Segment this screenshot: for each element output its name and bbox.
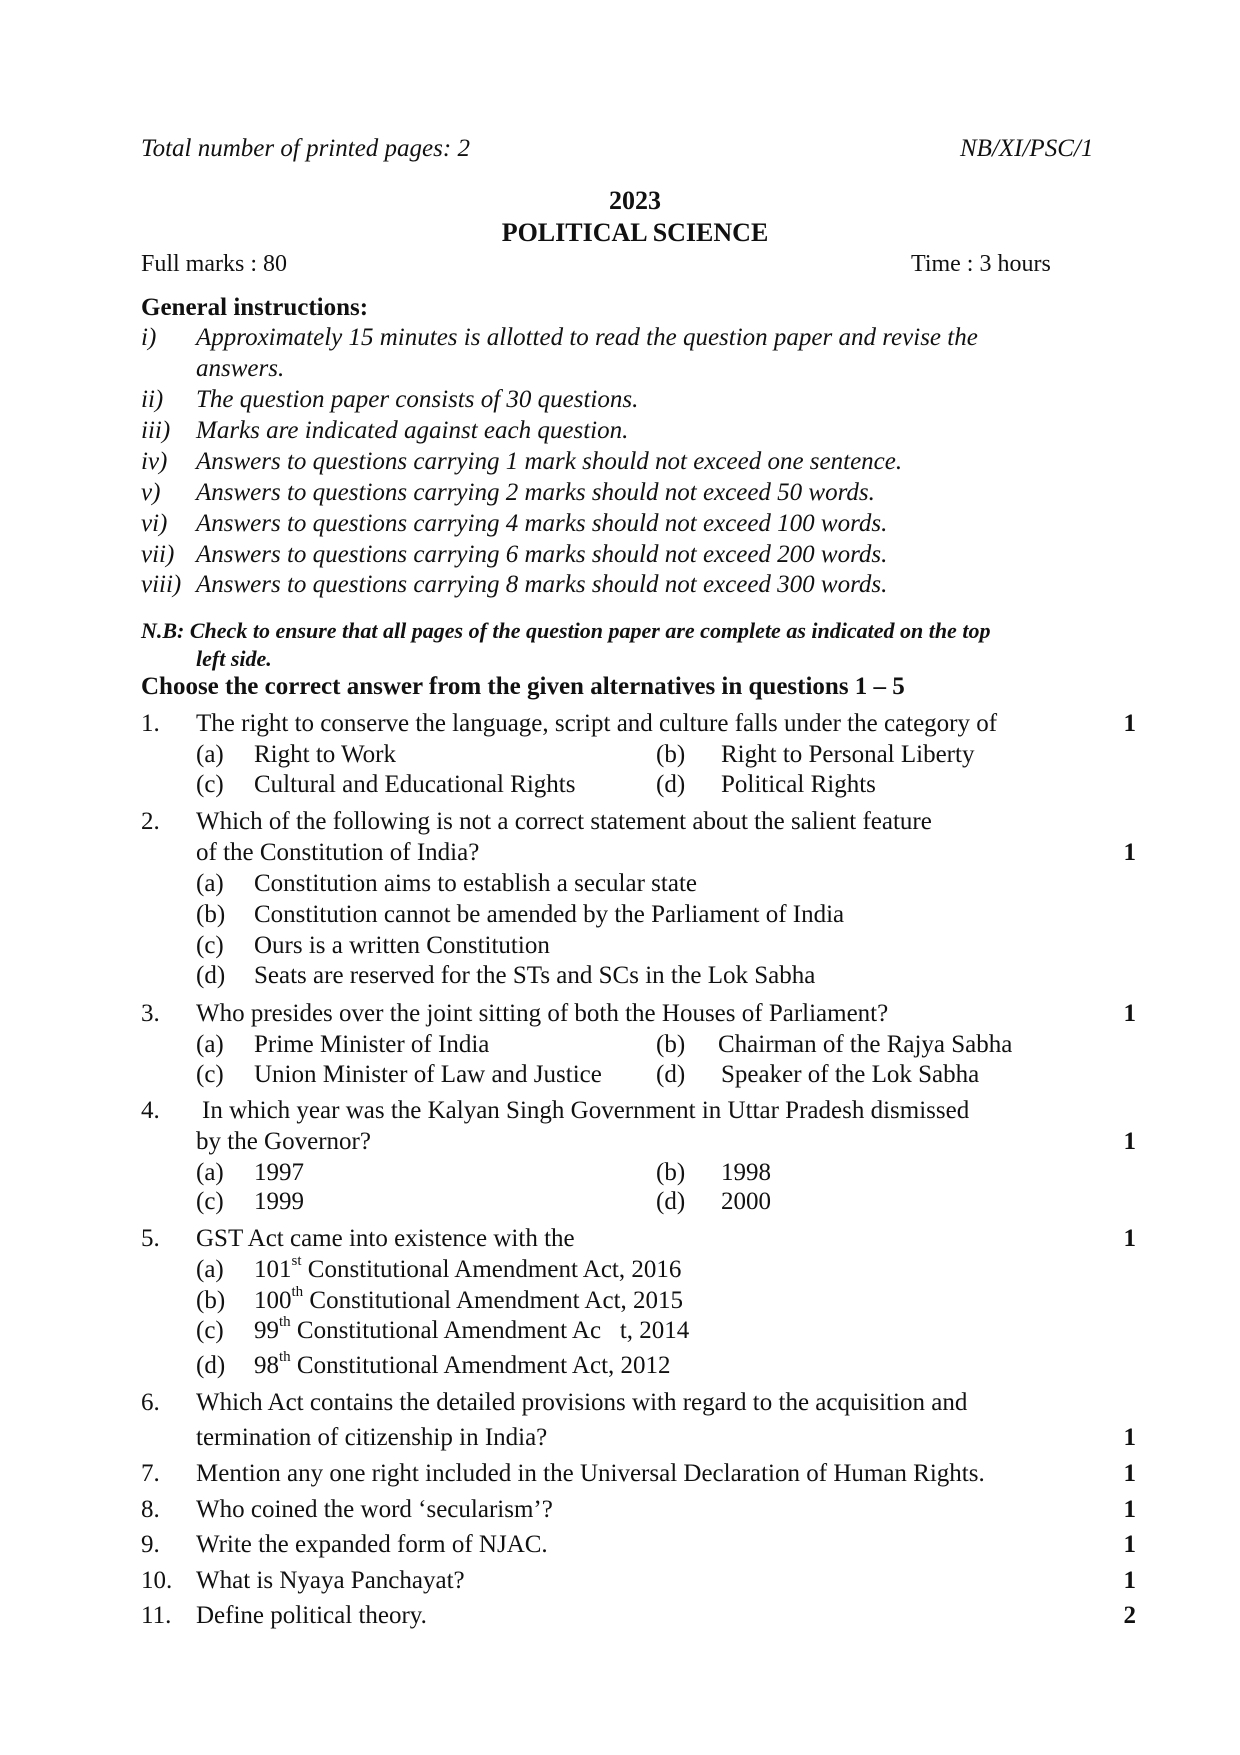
ordinal-suffix: st <box>291 1252 302 1269</box>
instruction-text: The question paper consists of 30 questions. <box>196 386 639 413</box>
question-text: Which of the following is not a correct statement about the salient feature <box>196 808 932 835</box>
instructions-heading: General instructions: <box>141 294 369 321</box>
option-label: (d) <box>196 1352 226 1379</box>
option-text <box>254 1313 690 1345</box>
ordinal-suffix: th <box>291 1283 304 1300</box>
option-text: Prime Minister of India <box>254 1031 490 1058</box>
question-text: In which year was the Kalyan Singh Government in Uttar Pradesh dismissed <box>202 1097 970 1124</box>
question-marks: 1 <box>1123 839 1136 866</box>
option-label: (c) <box>196 771 224 798</box>
question-number: 3. <box>141 1000 160 1027</box>
amendment-name: Constitutional Amendment Ac t, 2014 <box>290 1317 690 1344</box>
nb-note: N.B: Check to ensure that all pages of the question paper are complete as indicated on the top <box>141 618 991 643</box>
instruction-text: Marks are indicated against each question. <box>196 417 629 444</box>
option-text: Constitution aims to establish a secular state <box>254 870 697 897</box>
question-marks: 1 <box>1123 1225 1136 1252</box>
question-number: 2. <box>141 808 160 835</box>
option-label: (b) <box>196 901 226 928</box>
instruction-text: Answers to questions carrying 4 marks should not exceed 100 words. <box>196 510 888 537</box>
option-text: 2000 <box>721 1188 771 1215</box>
option-text: Seats are reserved for the STs and SCs in the Lok Sabha <box>254 962 816 989</box>
instruction-text: Answers to questions carrying 8 marks should not exceed 300 words. <box>196 571 888 598</box>
option-label: (d) <box>656 771 686 798</box>
question-text: Who coined the word ‘secularism’? <box>196 1496 553 1523</box>
option-label: (a) <box>196 1159 224 1186</box>
instruction-text: Answers to questions carrying 6 marks should not exceed 200 words. <box>196 541 888 568</box>
question-marks: 1 <box>1123 1424 1136 1451</box>
question-number: 8. <box>141 1496 160 1523</box>
option-label: (b) <box>656 1159 686 1186</box>
option-text <box>254 1348 671 1380</box>
option-label: (d) <box>196 962 226 989</box>
amendment-number: 98 <box>254 1352 279 1379</box>
ordinal-suffix: th <box>279 1348 291 1365</box>
question-number: 10. <box>141 1567 173 1594</box>
question-marks: 1 <box>1123 1128 1136 1155</box>
option-label: (c) <box>196 1317 224 1344</box>
question-text-continued: of the Constitution of India? <box>196 839 480 866</box>
instruction-text: Approximately 15 minutes is allotted to read the question paper and revise the <box>196 324 978 351</box>
option-label: (a) <box>196 1031 224 1058</box>
question-text: GST Act came into existence with the <box>196 1225 575 1252</box>
amendment-number: 100 <box>254 1287 292 1314</box>
question-number: 6. <box>141 1389 160 1416</box>
question-marks: 1 <box>1123 1496 1136 1523</box>
instruction-text: Answers to questions carrying 1 mark should not exceed one sentence. <box>196 448 903 475</box>
ordinal-suffix: th <box>279 1313 291 1330</box>
instruction-number: i) <box>141 324 157 351</box>
option-label: (b) <box>656 741 686 768</box>
instruction-number: vii) <box>141 541 175 568</box>
question-marks: 2 <box>1123 1602 1136 1629</box>
option-text: Right to Personal Liberty <box>721 741 975 768</box>
question-text: What is Nyaya Panchayat? <box>196 1567 465 1594</box>
amendment-number: 101 <box>254 1256 292 1283</box>
question-text: Which Act contains the detailed provisions with regard to the acquisition and <box>196 1389 968 1416</box>
instruction-text-continued: answers. <box>196 355 285 382</box>
instruction-number: vi) <box>141 510 168 537</box>
nb-note-continued: left side. <box>196 646 272 671</box>
option-text <box>254 1283 684 1315</box>
question-text: Mention any one right included in the Universal Declaration of Human Rights. <box>196 1460 985 1487</box>
question-number: 5. <box>141 1225 160 1252</box>
question-marks: 1 <box>1123 1567 1136 1594</box>
question-marks: 1 <box>1123 1531 1136 1558</box>
question-text: Write the expanded form of NJAC. <box>196 1531 548 1558</box>
question-text: The right to conserve the language, script and culture falls under the category of <box>196 710 998 737</box>
instruction-number: iii) <box>141 417 171 444</box>
amendment-name: Constitutional Amendment Act, 2015 <box>303 1287 684 1314</box>
instruction-number: v) <box>141 479 161 506</box>
option-text <box>254 1252 682 1284</box>
exam-year: 2023 <box>609 186 661 215</box>
question-marks: 1 <box>1123 1000 1136 1027</box>
option-label: (d) <box>656 1188 686 1215</box>
question-text: Who presides over the joint sitting of both the Houses of Parliament? <box>196 1000 889 1027</box>
question-text-continued: termination of citizenship in India? <box>196 1424 548 1451</box>
option-text: Political Rights <box>721 771 876 798</box>
paper-code: NB/XI/PSC/1 <box>960 135 1094 162</box>
option-text: Chairman of the Rajya Sabha <box>718 1031 1013 1058</box>
option-label: (d) <box>656 1061 686 1088</box>
instruction-number: iv) <box>141 448 168 475</box>
amendment-number: 99 <box>254 1317 279 1344</box>
option-text: Right to Work <box>254 741 396 768</box>
question-number: 11. <box>141 1602 172 1629</box>
option-text: Constitution cannot be amended by the Parliament of India <box>254 901 845 928</box>
option-label: (a) <box>196 741 224 768</box>
option-text: Speaker of the Lok Sabha <box>721 1061 980 1088</box>
question-number: 9. <box>141 1531 160 1558</box>
option-text: Cultural and Educational Rights <box>254 771 576 798</box>
instruction-number: viii) <box>141 571 182 598</box>
question-text: Define political theory. <box>196 1602 427 1629</box>
option-label: (c) <box>196 1188 224 1215</box>
option-text: 1999 <box>254 1188 304 1215</box>
option-text: 1998 <box>721 1159 771 1186</box>
question-marks: 1 <box>1123 710 1136 737</box>
section-heading: Choose the correct answer from the given alternatives in questions 1 – 5 <box>141 673 905 700</box>
option-text: Union Minister of Law and Justice <box>254 1061 602 1088</box>
instruction-text: Answers to questions carrying 2 marks should not exceed 50 words. <box>196 479 875 506</box>
subject-title: POLITICAL SCIENCE <box>501 218 769 247</box>
question-text-continued: by the Governor? <box>196 1128 371 1155</box>
option-text: Ours is a written Constitution <box>254 932 550 959</box>
amendment-name: Constitutional Amendment Act, 2012 <box>290 1352 671 1379</box>
option-label: (a) <box>196 870 224 897</box>
question-marks: 1 <box>1123 1460 1136 1487</box>
option-label: (c) <box>196 932 224 959</box>
option-label: (c) <box>196 1061 224 1088</box>
full-marks: Full marks : 80 <box>141 251 288 277</box>
amendment-name: Constitutional Amendment Act, 2016 <box>301 1256 682 1283</box>
question-number: 4. <box>141 1097 160 1124</box>
time-allowed: Time : 3 hours <box>911 251 1051 277</box>
question-number: 1. <box>141 710 160 737</box>
option-label: (b) <box>196 1287 226 1314</box>
option-label: (a) <box>196 1256 224 1283</box>
printed-pages-note: Total number of printed pages: 2 <box>141 135 470 162</box>
question-number: 7. <box>141 1460 160 1487</box>
instruction-number: ii) <box>141 386 164 413</box>
option-text: 1997 <box>254 1159 304 1186</box>
option-label: (b) <box>656 1031 686 1058</box>
